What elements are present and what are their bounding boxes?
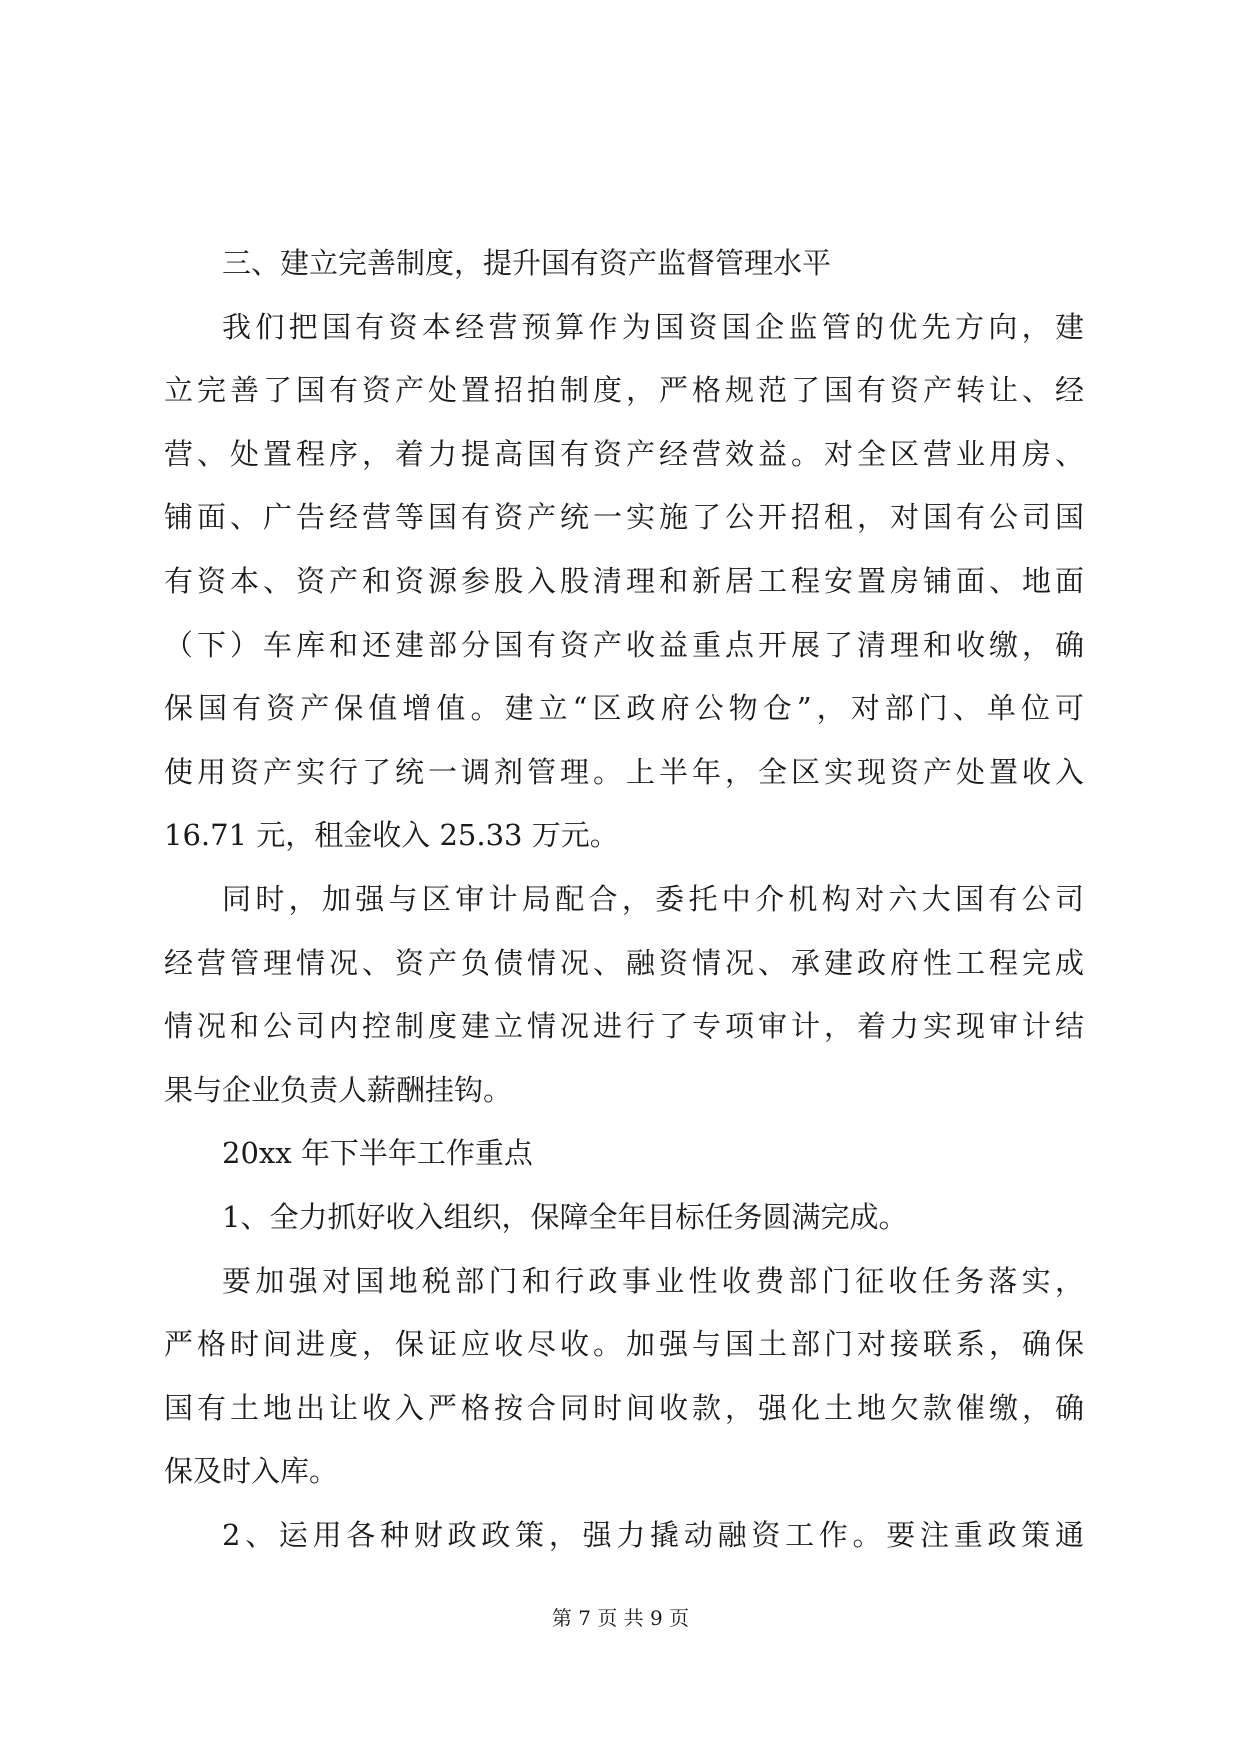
paragraph-line: （下）车库和还建部分国有资产收益重点开展了清理和收缴，确 [164, 627, 1084, 662]
paragraph-line: 有资本、资产和资源参股入股清理和新居工程安置房铺面、地面 [164, 563, 1084, 598]
section-heading: 三、建立完善制度，提升国有资产监督管理水平 [222, 246, 832, 280]
list-item-heading: 2、运用各种财政政策，强力撬动融资工作。要注重政策通 [222, 1517, 1084, 1552]
list-item-heading: 1、全力抓好收入组织，保障全年目标任务圆满完成。 [222, 1199, 908, 1234]
paragraph-line: 国有土地出让收入严格按合同时间收款，强化土地欠款催缴，确 [164, 1390, 1084, 1425]
paragraph-line: 我们把国有资本经营预算作为国资国企监管的优先方向，建 [222, 309, 1084, 344]
document-body [164, 232, 1084, 1567]
paragraph-line: 保及时入库。 [164, 1454, 339, 1489]
paragraph-line: 果与企业负责人薪酬挂钩。 [164, 1072, 513, 1107]
paragraph-line: 铺面、广告经营等国有资产统一实施了公开招租，对国有公司国 [164, 500, 1084, 535]
paragraph-line: 16.71 元，租金收入 25.33 万元。 [164, 818, 619, 853]
paragraph-line: 营、处置程序，着力提高国有资产经营效益。对全区营业用房、 [164, 436, 1084, 471]
paragraph-line: 严格时间进度，保证应收尽收。加强与国土部门对接联系，确保 [164, 1327, 1084, 1362]
paragraph-line: 同时，加强与区审计局配合，委托中介机构对六大国有公司 [222, 881, 1084, 916]
paragraph-line: 情况和公司内控制度建立情况进行了专项审计，着力实现审计结 [164, 1009, 1084, 1044]
paragraph-line: 要加强对国地税部门和行政事业性收费部门征收任务落实， [222, 1263, 1084, 1298]
paragraph-line: 保国有资产保值增值。建立“区政府公物仓”，对部门、单位可 [164, 691, 1084, 726]
paragraph-line: 立完善了国有资产处置招拍制度，严格规范了国有资产转让、经 [164, 373, 1084, 408]
paragraph-line: 经营管理情况、资产负债情况、融资情况、承建政府性工程完成 [164, 945, 1084, 980]
section-heading: 20xx 年下半年工作重点 [222, 1136, 533, 1171]
page-number-footer: 第 7 页 共 9 页 [551, 1606, 690, 1630]
paragraph-line: 使用资产实行了统一调剂管理。上半年，全区实现资产处置收入 [164, 754, 1084, 789]
